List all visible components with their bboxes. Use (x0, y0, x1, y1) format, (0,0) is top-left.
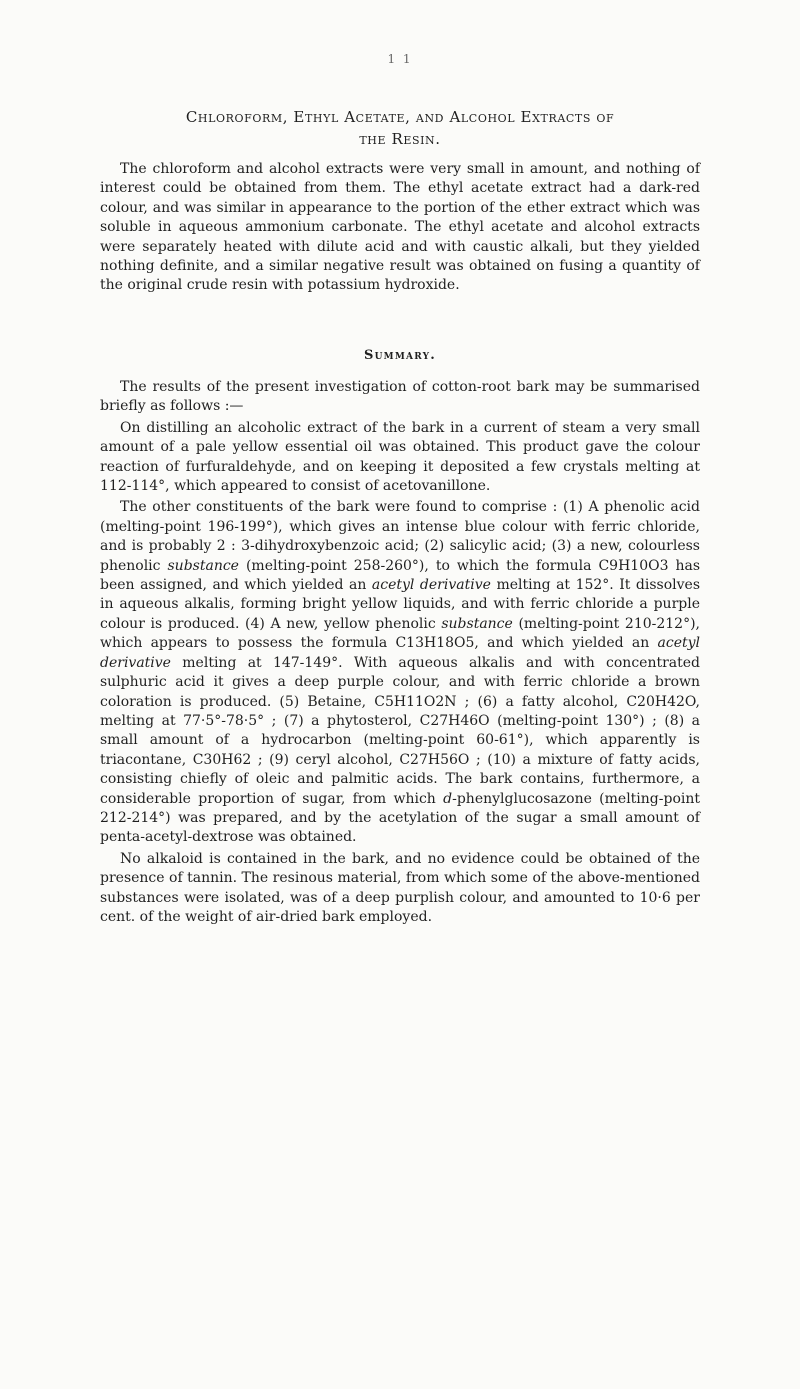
constituents-part-3: melting at 152°. It dissolves in aqueous alkalis, forming bright yellow liquids, and with ferric chloride a purple colour is produced. (4) A new, yellow phenolic (100, 577, 701, 632)
paragraph-constituents (100, 498, 700, 847)
substance-term: substance (167, 557, 239, 574)
paragraph-alkaloid: No alkaloid is contained in the bark, and no evidence could be obtained of the presence of tannin. The resinous material, from which some of the above-mentioned substances were isolated, was of a deep purplish colour, and amounted to 10·6 per cent. of the weight of air-dried bark employed. (100, 850, 700, 925)
constituents-lead: The other constituents of the bark were found to comprise : (1) A phenolic acid (melting-point 196-199°), which gives an intense blue colour with ferric chloride, and is probably 2 : 3-dihydroxybenzoic acid; (2) salicylic acid; (3) a new, colourless phenolic (100, 499, 700, 574)
extracts-section (100, 160, 700, 298)
page-number: 1 1 (387, 52, 413, 66)
paragraph-extracts: The chloroform and alcohol extracts were very small in amount, and nothing of interest could be obtained from them. The ethyl acetate extract had a dark-red colour, and was similar in appearance to the portion of the ether extract which was soluble in aqueous ammonium carbonate. The ethyl acetate and alcohol extracts were separately heated with dilute acid and with caustic alkali, but they yielded nothing definite, and a similar negative result was obtained on fusing a quantity of the original crude resin with potassium hydroxide. (100, 161, 700, 294)
acetyl-derivative-term-2: acetyl derivative (100, 635, 701, 671)
summary-section (100, 378, 700, 929)
section-title-line-2: the Resin. (359, 130, 441, 148)
constituents-part-6: -phenylglucosazone (melting-point 212-214°) was prepared, and by the acetylation of the sugar a small amount of penta-acetyl-dextrose was obtained. (100, 790, 700, 846)
constituents-part-2: (melting-point 258-260°), to which the formula C9H10O3 has been assigned, and which yielded an (100, 557, 701, 594)
constituents-part-4: (melting-point 210-212°), which appears to possess the formula C13H18O5, and which yielded an (100, 615, 700, 652)
acetyl-derivative-term: acetyl derivative (371, 577, 491, 594)
paragraph-summary-intro: The results of the present investigation of cotton-root bark may be summarised briefly as follows :— (100, 379, 700, 415)
paragraph-distilling: On distilling an alcoholic extract of the bark in a current of steam a very small amount of a pale yellow essential oil was obtained. This product gave the colour reaction of furfuraldehyde, and on keeping it deposited a few crystals melting at 112-114°, which appeared to consist of acetovanillone. (100, 419, 700, 495)
section-title (90, 106, 710, 150)
substance-term-2: substance (441, 615, 513, 632)
constituents-part-5: melting at 147-149°. With aqueous alkalis and with concentrated sulphuric acid it gives a deep purple colour, and with ferric chloride a brown coloration is produced. (5) Betaine, C5H11O2N ; (6) a fatty alcohol, C20H42O, melting at 77·5°-78·5° ; (7) a phytosterol, C27H46O (melting-point 130°) ; (8) a small amount of a hydrocarbon (melting-point 60-61°), which apparently is triacontane, C30H62 ; (9) ceryl alcohol, C27H56O ; (10) a mixture of fatty acids, consisting chiefly of oleic and palmitic acids. The bark contains, furthermore, a considerable proportion of sugar, from which (100, 654, 701, 807)
d-prefix: d (443, 790, 453, 807)
summary-heading: Summary. (364, 348, 436, 363)
section-title-line-1: Chloroform, Ethyl Acetate, and Alcohol Extracts of (185, 108, 615, 126)
